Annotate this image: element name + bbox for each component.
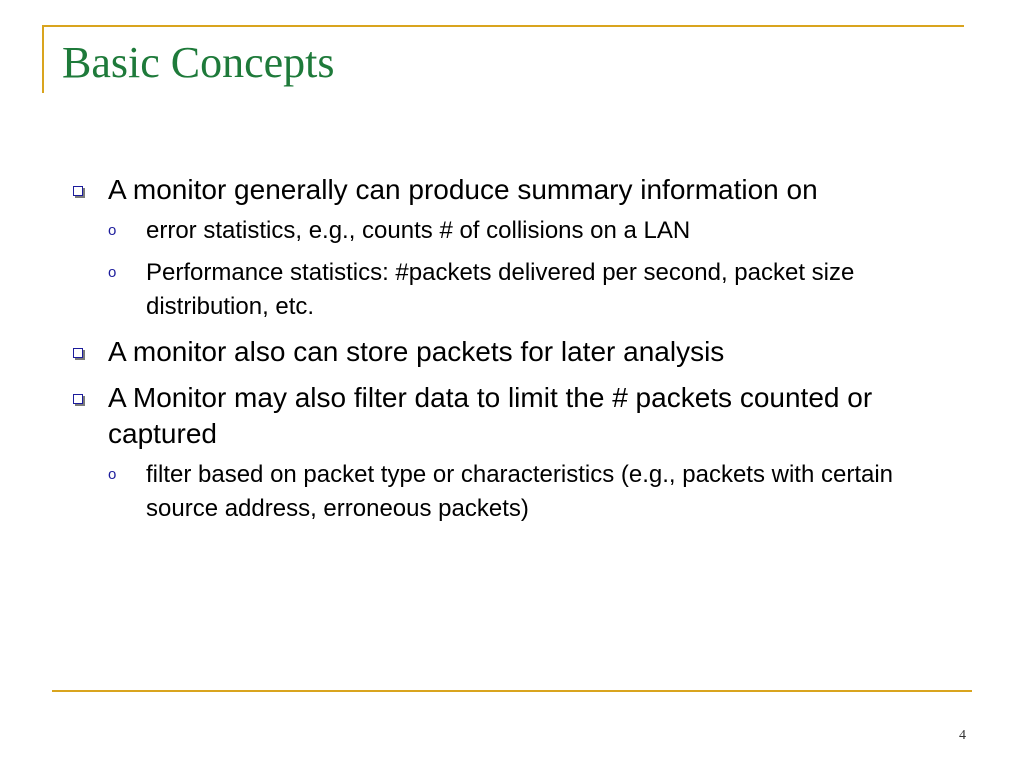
circle-bullet-icon: o bbox=[108, 264, 117, 281]
bullet-list bbox=[70, 172, 945, 536]
slide-title: Basic Concepts bbox=[62, 38, 335, 87]
square-bullet-icon bbox=[73, 394, 83, 404]
circle-bullet-icon: o bbox=[108, 466, 117, 483]
bullet-item bbox=[70, 334, 945, 370]
bullet-item bbox=[70, 172, 945, 324]
sub-bullet-item bbox=[108, 458, 945, 526]
sub-bullet-list bbox=[108, 214, 945, 324]
square-bullet-icon bbox=[73, 348, 83, 358]
bullet-text: A monitor generally can produce summary information on bbox=[108, 174, 818, 205]
sub-bullet-item bbox=[108, 256, 945, 324]
bullet-item bbox=[70, 380, 945, 526]
bottom-rule bbox=[52, 690, 972, 692]
bullet-text: A monitor also can store packets for later analysis bbox=[108, 336, 725, 367]
sub-bullet-text: error statistics, e.g., counts # of collisions on a LAN bbox=[146, 217, 691, 244]
bullet-text: A Monitor may also filter data to limit the # packets counted or captured bbox=[108, 382, 873, 449]
sub-bullet-list bbox=[108, 458, 945, 526]
sub-bullet-text: Performance statistics: #packets delivered per second, packet size distribution, etc. bbox=[146, 259, 855, 320]
page-number: 4 bbox=[959, 728, 966, 743]
square-bullet-icon bbox=[73, 186, 83, 196]
sub-bullet-item bbox=[108, 214, 945, 248]
top-rule bbox=[42, 25, 964, 27]
sub-bullet-text: filter based on packet type or characteristics (e.g., packets with certain source address, erroneous packets) bbox=[146, 461, 894, 522]
circle-bullet-icon: o bbox=[108, 222, 117, 239]
left-accent-rule bbox=[42, 25, 44, 93]
